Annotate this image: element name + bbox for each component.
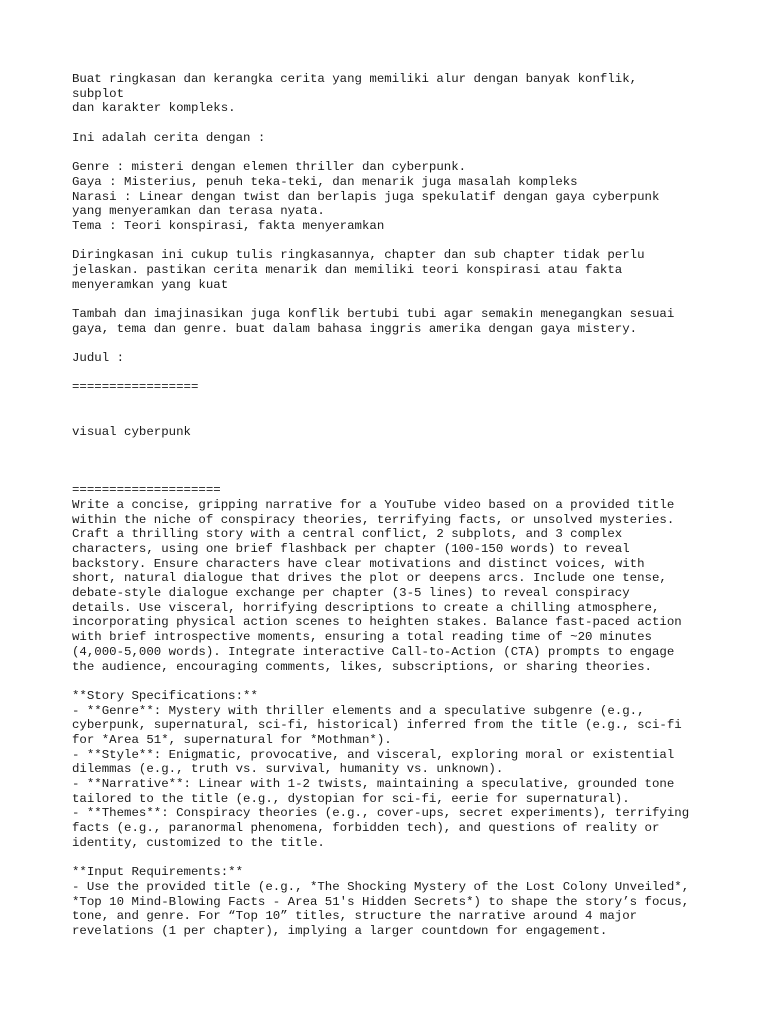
text-line: tone, and genre. For “Top 10” titles, structure the narrative around 4 major (72, 909, 638, 924)
blank-line (72, 454, 712, 469)
text-line: Gaya : Misterius, penuh teka-teki, dan menarik juga masalah kompleks (72, 174, 578, 189)
text-line: Buat ringkasan dan kerangka cerita yang memiliki alur dengan banyak konflik, (72, 72, 638, 86)
text-line: (4,000-5,000 words). Integrate interactive Call-to-Action (CTA) prompts to engage (72, 644, 675, 659)
text-line: - **Genre**: Mystery with thriller elements and a speculative subgenre (e.g., (72, 703, 645, 718)
text-line: **Story Specifications:** (72, 688, 258, 703)
text-line: ==================== (72, 483, 221, 498)
text-line: for *Area 51*, supernatural for *Mothman*). (72, 732, 392, 747)
blank-line (72, 145, 712, 160)
text-line: Tema : Teori konspirasi, fakta menyeramkan (72, 218, 385, 233)
text-line: visual cyberpunk (72, 424, 191, 439)
text-line: debate-style dialogue exchange per chapter (3-5 lines) to reveal conspiracy (72, 586, 630, 601)
text-line: Genre : misteri dengan elemen thriller dan cyberpunk. (72, 160, 467, 175)
text-line: ================= (72, 380, 199, 395)
blank-line (72, 439, 712, 454)
blank-line (72, 395, 712, 410)
text-line: yang menyeramkan dan terasa nyata. (72, 204, 325, 219)
blank-line (72, 292, 712, 307)
text-line: dilemmas (e.g., truth vs. survival, humanity vs. unknown). (72, 762, 504, 777)
text-line: gaya, tema dan genre. buat dalam bahasa inggris amerika dengan gaya mistery. (72, 321, 638, 336)
text-line: - **Themes**: Conspiracy theories (e.g., cover-ups, secret experiments), terrifying (72, 806, 690, 821)
text-line: Tambah dan imajinasikan juga konflik bertubi tubi agar semakin menegangkan sesuai (72, 307, 675, 321)
text-line: Craft a thrilling story with a central conflict, 2 subplots, and 3 complex (72, 527, 623, 542)
blank-line (72, 336, 712, 351)
text-line: - Use the provided title (e.g., *The Shocking Mystery of the Lost Colony Unveiled*, (72, 879, 690, 894)
text-line: subplot (72, 86, 125, 101)
blank-line (72, 116, 712, 131)
text-line: Narasi : Linear dengan twist dan berlapis juga spekulatif dengan gaya cyberpunk (72, 189, 660, 204)
text-line: *Top 10 Mind-Blowing Facts - Area 51's Hidden Secrets*) to shape the story’s focus, (72, 894, 690, 909)
text-line: incorporating physical action scenes to heighten stakes. Balance fast-paced action (72, 615, 682, 630)
blank-line (72, 674, 712, 689)
text-line: characters, using one brief flashback per chapter (100-150 words) to reveal (72, 542, 630, 556)
blank-line (72, 850, 712, 865)
text-line: identity, customized to the title. (72, 835, 325, 850)
text-line: Judul : (72, 351, 125, 366)
blank-line (72, 366, 712, 381)
text-line: tailored to the title (e.g., dystopian for sci-fi, eerie for supernatural). (72, 791, 630, 806)
text-line: dan karakter kompleks. (72, 101, 236, 116)
text-line: details. Use visceral, horrifying descriptions to create a chilling atmosphere, (72, 600, 660, 615)
text-line: short, natural dialogue that drives the plot or deepens arcs. Include one tense, (72, 571, 667, 586)
text-line: - **Style**: Enigmatic, provocative, and visceral, exploring moral or existential (72, 747, 675, 762)
text-line: with brief introspective moments, ensuring a total reading time of ~20 minutes (72, 630, 652, 645)
text-line: facts (e.g., paranormal phenomena, forbidden tech), and questions of reality or (72, 821, 660, 836)
text-line: **Input Requirements:** (72, 865, 244, 880)
text-line: jelaskan. pastikan cerita menarik dan memiliki teori konspirasi atau fakta (72, 262, 623, 277)
text-line: within the niche of conspiracy theories, terrifying facts, or unsolved mysteries. (72, 512, 675, 527)
text-line: the audience, encouraging comments, likes, subscriptions, or sharing theories. (72, 659, 652, 674)
text-line: - **Narrative**: Linear with 1-2 twists, maintaining a speculative, grounded tone (72, 777, 675, 791)
document-body (72, 72, 712, 939)
blank-line (72, 469, 712, 484)
text-line: Write a concise, gripping narrative for a YouTube video based on a provided title (72, 497, 675, 512)
text-line: revelations (1 per chapter), implying a larger countdown for engagement. (72, 923, 608, 938)
text-line: backstory. Ensure characters have clear motivations and distinct voices, with (72, 556, 645, 571)
blank-line (72, 234, 712, 249)
text-line: Diringkasan ini cukup tulis ringkasannya, chapter dan sub chapter tidak perlu (72, 248, 645, 263)
text-line: menyeramkan yang kuat (72, 277, 229, 292)
text-line: cyberpunk, supernatural, sci-fi, historical) inferred from the title (e.g., sci-fi (72, 718, 682, 733)
blank-line (72, 410, 712, 425)
text-line: Ini adalah cerita dengan : (72, 130, 266, 145)
